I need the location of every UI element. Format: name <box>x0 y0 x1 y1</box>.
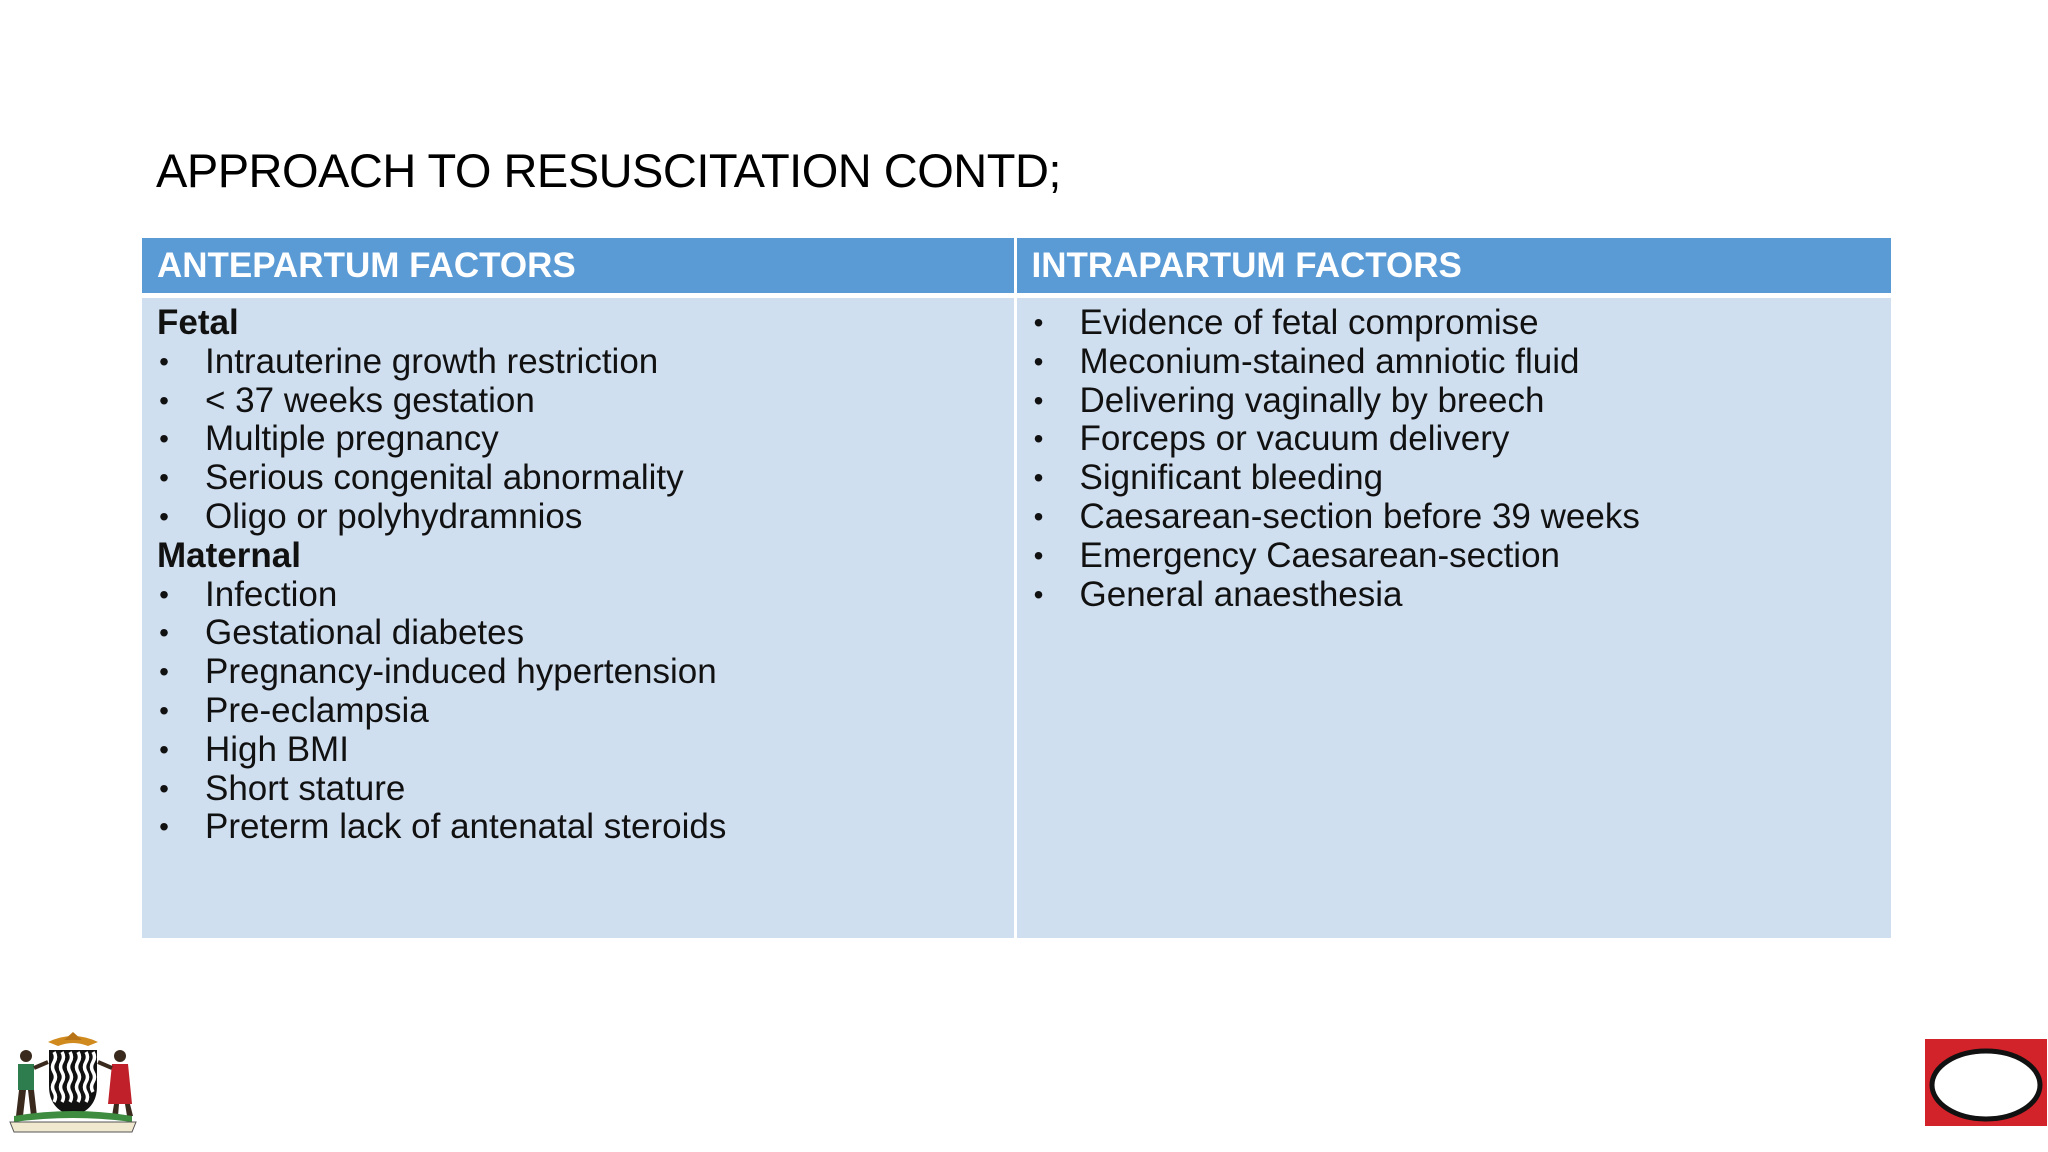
maternal-heading: Maternal <box>157 535 301 575</box>
list-item-text: Evidence of fetal compromise <box>1079 303 1539 342</box>
bullet-icon: • <box>1033 500 1044 532</box>
list-item-text: Serious congenital abnormality <box>205 458 684 498</box>
intrapartum-cell <box>1017 298 1892 938</box>
fetal-factor-list <box>157 343 999 537</box>
fetal-heading: Fetal <box>157 303 239 342</box>
list-item-text: Delivering vaginally by breech <box>1079 380 1545 420</box>
bullet-icon: • <box>159 578 169 610</box>
list-item <box>157 459 999 498</box>
bullet-icon: • <box>1033 578 1044 610</box>
bullet-icon: • <box>159 811 169 843</box>
list-item-text: Pregnancy-induced hypertension <box>205 652 717 692</box>
bullet-icon: • <box>159 656 169 688</box>
project-echo-logo-icon <box>1925 1039 2047 1126</box>
list-item-text: Infection <box>205 574 338 614</box>
bullet-icon: • <box>159 345 169 377</box>
list-item <box>1032 498 1877 537</box>
slide-title: APPROACH TO RESUSCITATION CONTD; <box>156 144 1061 197</box>
list-item <box>157 343 999 382</box>
list-item-text: < 37 weeks gestation <box>205 380 535 420</box>
list-item-text: Intrauterine growth restriction <box>205 341 659 381</box>
maternal-factor-list <box>157 576 999 848</box>
list-item <box>157 614 999 653</box>
zambia-coat-of-arms-icon <box>4 1028 142 1134</box>
list-item <box>1032 304 1877 343</box>
list-item-text: Emergency Caesarean-section <box>1079 535 1561 575</box>
antepartum-header: ANTEPARTUM FACTORS <box>142 238 1017 298</box>
risk-factors-table <box>142 238 1891 938</box>
bullet-icon: • <box>159 423 169 455</box>
list-item <box>1032 537 1877 576</box>
list-item <box>1032 343 1877 382</box>
list-item-text: Meconium-stained amniotic fluid <box>1079 341 1580 381</box>
intrapartum-header: INTRAPARTUM FACTORS <box>1017 238 1892 298</box>
list-item-text: Pre-eclampsia <box>205 690 429 730</box>
list-item <box>157 653 999 692</box>
bullet-icon: • <box>159 694 169 726</box>
bullet-icon: • <box>1033 462 1044 494</box>
list-item-text: General anaesthesia <box>1079 574 1403 614</box>
list-item <box>157 808 999 847</box>
bullet-icon: • <box>159 772 169 804</box>
bullet-icon: • <box>1033 307 1044 338</box>
list-item-text: Caesarean-section before 39 weeks <box>1079 496 1640 536</box>
list-item <box>1032 382 1877 421</box>
list-item <box>157 770 999 809</box>
bullet-icon: • <box>1033 384 1044 416</box>
bullet-icon: • <box>1033 345 1044 377</box>
list-item <box>157 382 999 421</box>
list-item <box>1032 459 1877 498</box>
table-body-row <box>142 298 1891 938</box>
bullet-icon: • <box>159 617 169 649</box>
list-item-text: Short stature <box>205 768 406 808</box>
list-item <box>1032 420 1877 459</box>
bullet-icon: • <box>1033 423 1044 455</box>
list-item-text: High BMI <box>205 729 349 769</box>
list-item <box>157 420 999 459</box>
bullet-icon: • <box>159 384 169 416</box>
list-item <box>1032 576 1877 615</box>
list-item-text: Gestational diabetes <box>205 613 525 653</box>
bullet-icon: • <box>159 733 169 765</box>
list-item <box>157 731 999 770</box>
bullet-icon: • <box>1033 539 1044 571</box>
antepartum-cell <box>142 298 1017 938</box>
list-item <box>157 576 999 615</box>
list-item-text: Significant bleeding <box>1079 458 1384 498</box>
list-item-text: Preterm lack of antenatal steroids <box>205 807 727 847</box>
table-header-row <box>142 238 1891 298</box>
intrapartum-factor-list <box>1032 304 1877 614</box>
list-item-text: Oligo or polyhydramnios <box>205 496 583 536</box>
list-item <box>157 692 999 731</box>
list-item-text: Multiple pregnancy <box>205 419 499 459</box>
bullet-icon: • <box>159 500 169 532</box>
list-item <box>157 498 999 537</box>
bullet-icon: • <box>159 462 169 494</box>
list-item-text: Forceps or vacuum delivery <box>1079 419 1510 459</box>
